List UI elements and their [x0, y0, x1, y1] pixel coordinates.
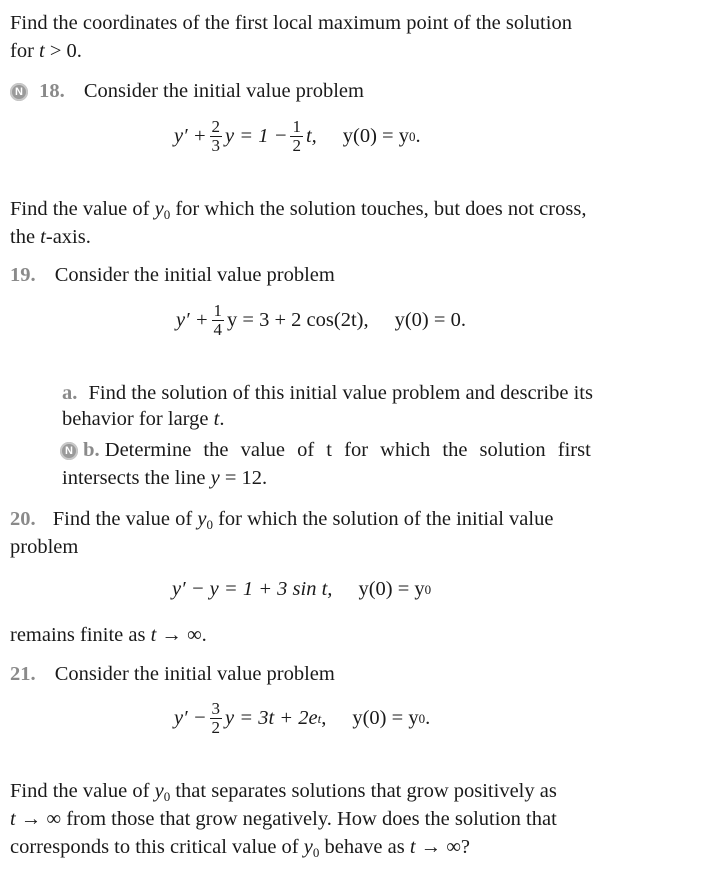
eq19-frac-den: 4 [213, 320, 223, 339]
p20-text2: problem [10, 536, 79, 558]
p20-text1b: for which the solution of the initial value [212, 508, 554, 530]
eq19-frac [212, 302, 225, 339]
eq18-ic-sub: 0 [409, 128, 416, 144]
p19b-text1: Determine the value of t for which the solution first [104, 439, 591, 461]
eq19-frac-num: 1 [213, 301, 223, 320]
intro-line-2 [10, 38, 82, 64]
p19b-text2b: = 12. [219, 467, 268, 489]
p19b-text2-var: y [210, 467, 220, 489]
problem-19-heading-text: Consider the initial value problem [54, 264, 335, 286]
p19b-text2a: intersects the line [62, 467, 211, 489]
problem-18-number: 18. [39, 80, 65, 102]
problem-19a-line-2 [62, 406, 224, 432]
eq19-lhs-b: y = 3 + 2 cos(2t), [227, 309, 369, 331]
intro-line-1 [10, 10, 572, 36]
problem-21-number: 21. [10, 663, 36, 685]
p21-text1-sub: 0 [163, 789, 171, 804]
problem-18-text-2 [10, 224, 91, 250]
problem-18-heading-text: Consider the initial value problem [83, 80, 364, 102]
p20-text1-sub: 0 [206, 517, 213, 532]
problem-19-heading [10, 262, 335, 288]
p20-text3a: remains finite as [10, 624, 151, 646]
numerical-badge-icon: N [60, 442, 78, 460]
problem-19b-line-2 [62, 465, 267, 491]
eq20-ic-sub: 0 [424, 581, 432, 597]
eq21-sup: t [317, 710, 322, 726]
eq18-frac2-den: 2 [292, 136, 301, 155]
problem-19b-label: b. [83, 439, 100, 461]
eq21-frac [210, 700, 223, 737]
eq21-ic-sub: 0 [418, 710, 426, 726]
problem-18-equation [174, 118, 421, 155]
p19a-text2-var: t [213, 408, 220, 430]
eq21-ic: y(0) = y [352, 707, 419, 729]
p21-text2-var: t [10, 808, 16, 830]
problem-18-heading [10, 78, 364, 104]
problem-20-line-3 [10, 622, 207, 648]
p21-text1b: that separates solutions that grow positively as [170, 780, 557, 802]
eq18-frac1-num: 2 [211, 117, 221, 136]
eq19-lhs-a: y′ + [176, 309, 209, 331]
p19a-text1: Find the solution of this initial value problem and describe its [88, 382, 593, 404]
p18-text2-var: t [40, 226, 46, 248]
p21-text3-sub: 0 [312, 845, 320, 860]
eq20-lhs: y′ − y = 1 + 3 sin t, [172, 578, 333, 600]
problem-21-text-2 [10, 806, 557, 832]
problem-21-heading-text: Consider the initial value problem [54, 663, 335, 685]
p20-text1-var: y [197, 508, 207, 530]
p18-text1b: for which the solution touches, but does not cross, [170, 198, 587, 220]
problem-19-number: 19. [10, 264, 36, 286]
eq18-frac1-den: 3 [211, 136, 221, 155]
eq18-ic-end: . [415, 125, 421, 147]
p18-text1a: Find the value of [10, 198, 155, 220]
intro-text-2b: > 0. [44, 40, 82, 62]
p20-text3b: → ∞. [156, 624, 207, 646]
p18-text1-sub: 0 [163, 207, 171, 222]
p21-text3b: behave as [319, 836, 410, 858]
problem-21-heading [10, 661, 335, 687]
eq21-frac-den: 2 [211, 718, 221, 737]
p20-text3-var: t [150, 624, 157, 646]
intro-text-2a: for [10, 40, 40, 62]
p21-text2b: → ∞ from those that grow negatively. How does the solution that [15, 808, 557, 830]
intro-text-1: Find the coordinates of the first local maximum point of the solution [10, 12, 572, 34]
eq21-ic-end: . [425, 707, 431, 729]
p21-text1a: Find the value of [10, 780, 155, 802]
eq18-lhs-a: y′ + [174, 125, 207, 147]
eq18-frac2-num: 1 [292, 117, 301, 136]
eq20-ic: y(0) = y [358, 578, 425, 600]
eq21-frac-num: 3 [211, 699, 221, 718]
problem-21-equation [174, 700, 430, 737]
eq21-lhs-c: , [321, 707, 327, 729]
problem-20-line-1 [10, 506, 553, 538]
eq21-lhs-a: y′ − [174, 707, 207, 729]
eq18-lhs-b: y = 1 − [225, 125, 288, 147]
problem-19a-label: a. [62, 382, 78, 404]
p21-text3c: → ∞? [415, 836, 471, 858]
eq21-lhs-b: y = 3t + 2e [225, 707, 318, 729]
problem-21-text-3 [10, 834, 470, 866]
eq18-frac-1 [210, 118, 223, 155]
p21-text3-var: y [303, 836, 313, 858]
p19a-text2a: behavior for large [62, 408, 214, 430]
problem-20-number: 20. [10, 508, 36, 530]
eq18-frac-2 [290, 118, 303, 155]
p21-text3-var2: t [409, 836, 416, 858]
intro-var-t: t [39, 40, 45, 62]
p18-text2a: the [10, 226, 41, 248]
problem-19a-line-1 [62, 380, 593, 406]
eq18-rhs-b: t, [305, 125, 317, 147]
eq18-ic: y(0) = y [342, 125, 409, 147]
eq19-ic: y(0) = 0. [394, 309, 466, 331]
p19a-text2b: . [219, 408, 225, 430]
p20-text1a: Find the value of [52, 508, 198, 530]
problem-20-line-2 [10, 534, 78, 560]
numerical-badge-icon: N [10, 83, 28, 101]
p18-text1-var: y [154, 198, 164, 220]
p21-text1-var: y [154, 780, 164, 802]
problem-19-equation [176, 302, 466, 339]
problem-19b-line-1 [60, 437, 591, 463]
problem-18-text-1 [10, 196, 586, 228]
p18-text2b: -axis. [45, 226, 91, 248]
p21-text3a: corresponds to this critical value of [10, 836, 304, 858]
problem-20-equation [172, 578, 431, 601]
